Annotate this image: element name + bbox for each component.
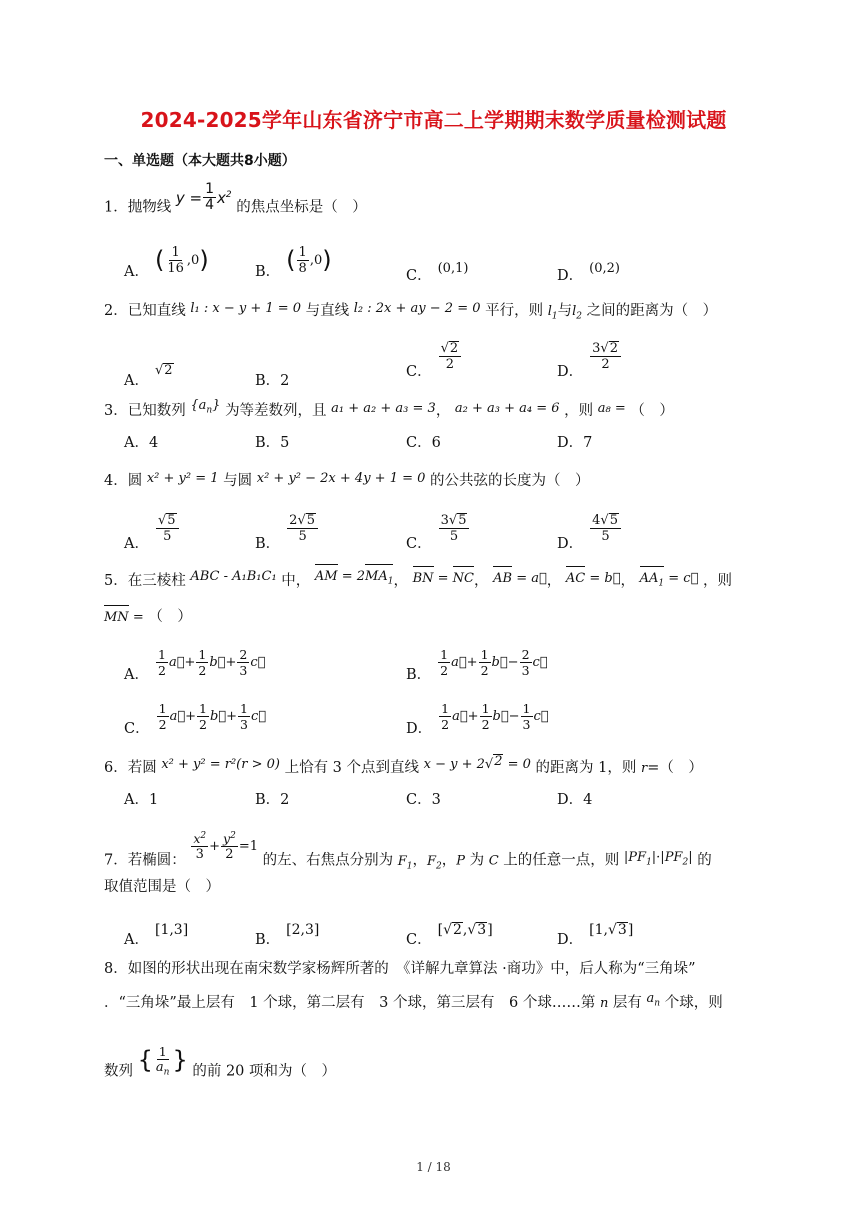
question-6: 6．若圆 x² + y² = r²(r > 0) 上恰有 3 个点到直线 x − y + 2√ 2 = 0 的距离为 1，则 r=（ ）	[104, 754, 703, 776]
question-8: 8．如图的形状出现在南宋数学家杨辉所著的 《详解九章算法 ·商功》中，后人称为“三角垛”	[104, 961, 696, 977]
question-5: 5．在三棱柱 ABC - A₁B₁C₁ 中， AM = $2MA_1$， BN = NC， AB = a⃗， AC = b⃗， $AA_1$ = c⃗ ，则	[104, 570, 732, 593]
question-1: 1．抛物线 y = $\frac{1}{4}$ $x^2$ 的焦点坐标是（ ）	[104, 181, 367, 216]
q2-option-a: A． √ 2	[124, 362, 173, 389]
question-4: 4．圆 x² + y² = 1 与圆 x² + y² − 2x + 4y + 1 = 0 的公共弦的长度为（ ）	[104, 471, 590, 489]
question-8-line-3: 数列 { $\frac{1}{a_n}$ } 的前 20 项和为（ ）	[104, 1044, 337, 1080]
q1-option-d: D． (0,2)	[557, 260, 620, 284]
q1-option-c: C． (0,1)	[406, 260, 469, 284]
q7-option-b: B． [2,3]	[255, 922, 320, 948]
question-7: 7．若椭圆： $\frac{x^2}{3}$ + $\frac{y^2}{2}$ =1 的左、右焦点分别为 $F_1$，$F_2$，P 为 C 上的任意一点，则 $|PF_1|\cdot|PF_2|$ 的	[104, 830, 712, 872]
q4-option-c: C． 3√ 5 5	[406, 504, 470, 552]
q5-option-d: D． $\frac{1}{2}$ a⃗ + $\frac{1}{2}$ b⃗ − $\frac{1}{3}$ c⃗	[406, 700, 549, 737]
q2-option-b: B．2	[255, 372, 290, 389]
q1-equation: y = $\frac{1}{4}$ $x^2$	[175, 181, 232, 213]
section-heading: 一、单选题（本大题共8小题）	[104, 153, 296, 169]
q5-option-c: C． $\frac{1}{2}$ a⃗ + $\frac{1}{2}$ b⃗ + $\frac{1}{3}$ c⃗	[124, 700, 267, 737]
q3-option-c: C．6	[406, 435, 441, 451]
page-title: 2024-2025学年山东省济宁市高二上学期期末数学质量检测试题	[140, 108, 727, 132]
question-7-line-2: 取值范围是（ ）	[104, 879, 220, 895]
q6-option-b: B．2	[255, 792, 290, 808]
q5-option-b: B． $\frac{1}{2}$ a⃗ + $\frac{1}{2}$ b⃗ − $\frac{2}{3}$ c⃗	[406, 646, 548, 683]
q4-option-a: A． √ 5 5	[124, 504, 180, 552]
q3-option-a: A．4	[124, 435, 159, 451]
q2-option-c: C． √ 2 2	[406, 332, 462, 380]
question-2: 2．已知直线 l₁ : x − y + 1 = 0 与直线 l₂ : 2x + ay − 2 = 0 平行，则 $l_1$与$l_2$ 之间的距离为（ ）	[104, 301, 718, 322]
q3-option-d: D．7	[557, 435, 593, 451]
q4-option-d: D． 4√ 5 5	[557, 504, 622, 552]
question-8-line-2: ．“三角垛”最上层有 1 个球，第二层有 3 个球，第三层有 6 个球……第 n 层有 $a_n$ 个球，则	[104, 991, 723, 1011]
q2-option-d: D． 3√ 2 2	[557, 332, 622, 380]
q3-option-b: B．5	[255, 435, 290, 451]
question-3: 3．已知数列 $\{a_n\}$ 为等差数列，且 a₁ + a₂ + a₃ = 3， a₂ + a₃ + a₄ = 6 ，则 a₈ = （ ）	[104, 398, 674, 419]
question-5-line-2: MN = （ ）	[104, 606, 192, 629]
q7-option-c: C． [√ 2 ,√ 3 ]	[406, 922, 493, 948]
q7-option-d: D． [1,√ 3 ]	[557, 922, 634, 948]
q1-option-a: A． ( $\frac{1}{16}$ ,0 )	[124, 244, 209, 280]
q5-option-a: A． $\frac{1}{2}$ a⃗ + $\frac{1}{2}$ b⃗ + $\frac{2}{3}$ c⃗	[124, 646, 266, 683]
q7-option-a: A． [1,3]	[124, 922, 189, 948]
q1-option-b: B． ( $\frac{1}{8}$ ,0 )	[255, 244, 332, 280]
q6-option-c: C．3	[406, 792, 441, 808]
q4-option-b: B． 2√ 5 5	[255, 504, 319, 552]
q6-option-a: A．1	[124, 792, 159, 808]
q6-option-d: D．4	[557, 792, 593, 808]
page-number: 1 / 18	[416, 1160, 451, 1174]
